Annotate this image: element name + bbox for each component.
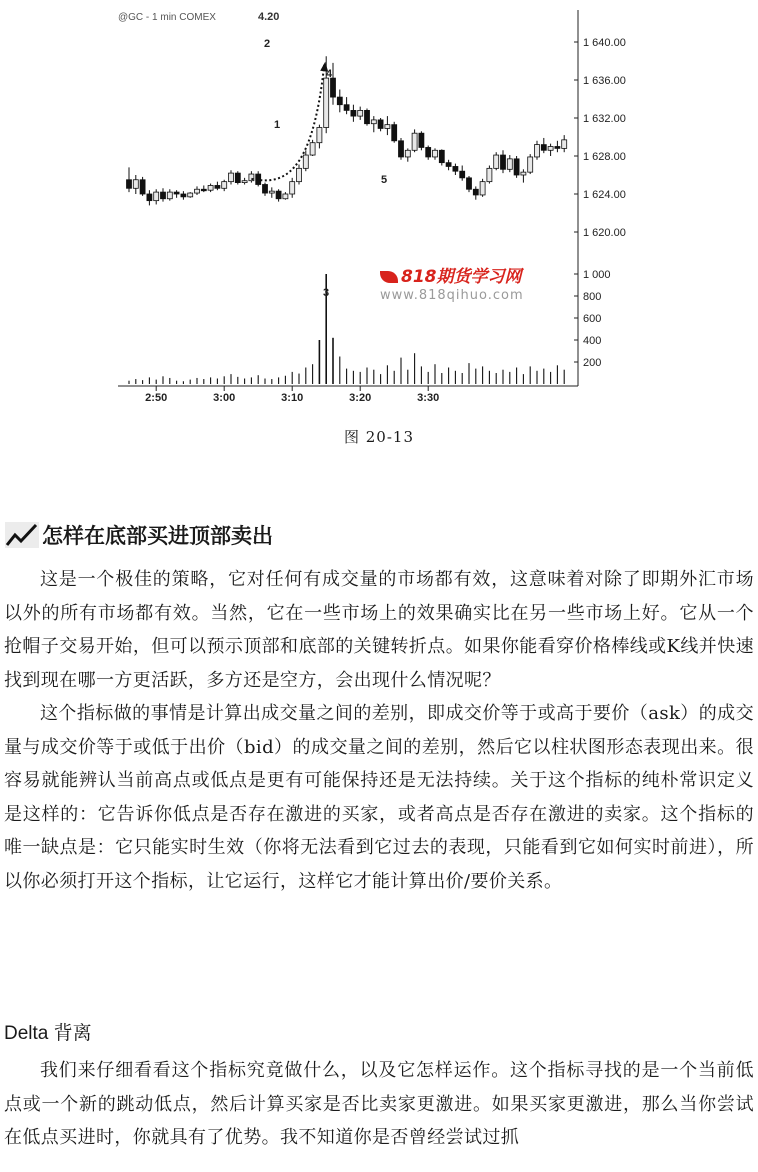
candle-body bbox=[399, 141, 404, 157]
candle-body bbox=[365, 110, 370, 123]
candle-body bbox=[439, 150, 444, 162]
candle-body bbox=[140, 180, 145, 194]
price-tick-label: 1 624.00 bbox=[583, 189, 626, 201]
candle-body bbox=[487, 168, 492, 181]
candle-body bbox=[412, 133, 417, 150]
time-axis bbox=[145, 386, 439, 404]
candle-body bbox=[161, 192, 166, 199]
candle-body bbox=[242, 181, 247, 183]
watermark-logo bbox=[380, 262, 560, 287]
candle-body bbox=[433, 150, 438, 157]
candle-body bbox=[195, 189, 200, 193]
volume-tick-label: 400 bbox=[583, 335, 602, 347]
volume-tick-label: 200 bbox=[583, 357, 602, 369]
candle-body bbox=[344, 105, 349, 111]
candle-body bbox=[337, 97, 342, 105]
candle-body bbox=[174, 192, 179, 194]
candle-body bbox=[331, 78, 336, 97]
time-tick-label: 3:30 bbox=[417, 392, 440, 404]
candle-body bbox=[460, 171, 465, 178]
price-tick-label: 1 628.00 bbox=[583, 151, 626, 163]
candle-body bbox=[215, 185, 220, 188]
candle-body bbox=[297, 168, 302, 181]
candle-body bbox=[501, 155, 506, 169]
figure-caption: 图 20-13 bbox=[343, 428, 414, 446]
volume-tick-label: 600 bbox=[583, 313, 602, 325]
volume-tick-label: 800 bbox=[583, 291, 602, 303]
candle-body bbox=[201, 189, 206, 191]
volume-tick-label: 1 000 bbox=[583, 269, 611, 281]
candle-body bbox=[358, 110, 363, 116]
annotation-5: 5 bbox=[381, 174, 388, 186]
candle-body bbox=[263, 185, 268, 194]
candle-body bbox=[535, 145, 540, 157]
candle-body bbox=[303, 155, 308, 168]
price-tick-label: 1 632.00 bbox=[583, 113, 626, 125]
subsection-heading: Delta 背离 bbox=[4, 1023, 92, 1044]
chart-header: @GC - 1 min COMEX bbox=[118, 12, 216, 23]
chart-header-value: 4.20 bbox=[258, 11, 280, 23]
candle-body bbox=[229, 173, 234, 182]
time-tick-label: 2:50 bbox=[145, 392, 168, 404]
candle-body bbox=[310, 143, 315, 155]
candle-body bbox=[276, 191, 281, 199]
candle-body bbox=[392, 125, 397, 141]
candle-body bbox=[555, 147, 560, 149]
candle-body bbox=[548, 147, 553, 151]
candle-body bbox=[480, 182, 485, 195]
candle-body bbox=[446, 163, 451, 167]
annotation-2: 2 bbox=[264, 38, 271, 50]
dotted-trend-curve bbox=[251, 65, 324, 181]
annotation-4: 4 bbox=[326, 68, 333, 80]
candle-body bbox=[514, 159, 519, 175]
candle-body bbox=[133, 180, 138, 189]
subsection-body bbox=[4, 1054, 754, 1155]
candle-body bbox=[453, 166, 458, 171]
candle-series bbox=[127, 56, 567, 205]
price-tick-label: 1 640.00 bbox=[583, 37, 626, 49]
candle-body bbox=[235, 173, 240, 183]
annotation-3: 3 bbox=[323, 287, 330, 299]
candle-body bbox=[167, 192, 172, 199]
candle-body bbox=[405, 150, 410, 157]
candle-body bbox=[494, 155, 499, 168]
candle-body bbox=[317, 128, 322, 143]
time-tick-label: 3:20 bbox=[349, 392, 372, 404]
candle-body bbox=[154, 192, 159, 201]
volume-axis bbox=[574, 269, 611, 369]
candle-body bbox=[507, 159, 512, 169]
candle-body bbox=[283, 194, 288, 199]
annotation-1: 1 bbox=[274, 119, 281, 131]
candle-body bbox=[467, 178, 472, 189]
candle-body bbox=[269, 191, 274, 193]
section-heading bbox=[4, 520, 273, 550]
candle-body bbox=[208, 185, 213, 190]
price-tick-label: 1 620.00 bbox=[583, 227, 626, 239]
candle-body bbox=[127, 180, 132, 189]
paragraph: 这是一个极佳的策略，它对任何有成交量的市场都有效，这意味着对除了即期外汇市场以外的所有市场都有效。当然，它在一些市场上的效果确实比在另一些市场上好。它从一个抢帽子交易开始，但可以预示顶部和底部的关键转折点。如果你能看穿价格棒线或K线并快速找到现在哪一方更活跃，多方还是空方，会出现什么情况呢？ bbox=[4, 569, 754, 691]
candle-body bbox=[378, 120, 383, 129]
candle-body bbox=[147, 194, 152, 201]
section-heading-text: 怎样在底部买进顶部卖出 bbox=[42, 524, 273, 548]
price-axis bbox=[574, 37, 626, 239]
candle-body bbox=[473, 189, 478, 195]
trend-chart-icon bbox=[4, 520, 40, 550]
price-tick-label: 1 636.00 bbox=[583, 75, 626, 87]
candle-body bbox=[351, 110, 356, 116]
candle-body bbox=[426, 147, 431, 157]
paragraph: 这个指标做的事情是计算出成交量之间的差别，即成交价等于或高于要价（ask）的成交量与成交价等于或低于出价（bid）的成交量之间的差别，然后它以柱状图形态表现出来。很容易就能辨认当前高点或低点是更有可能保持还是无法持续。关于这个指标的纯朴常识定义是这样的：它告诉你低点是否存在激进的买家，或者高点是否存在激进的卖家。这个指标的唯一缺点是：它只能实时生效（你将无法看到它过去的表现，只能看到它如何实时前进），所以你必须打开这个指标，让它运行，这样它才能计算出价/要价关系。 bbox=[4, 703, 754, 892]
candle-body bbox=[541, 145, 546, 151]
site-watermark bbox=[380, 262, 560, 303]
candle-body bbox=[371, 120, 376, 124]
candle-body bbox=[290, 182, 295, 194]
candle-body bbox=[528, 157, 533, 172]
candlestick-chart bbox=[0, 0, 758, 420]
time-tick-label: 3:10 bbox=[281, 392, 304, 404]
paragraph: 我们来仔细看看这个指标究竟做什么，以及它怎样运作。这个指标寻找的是一个当前低点或一个新的跳动低点，然后计算买家是否比卖家更激进。如果买家更激进，那么当你尝试在低点买进时，你就具有了优势。我不知道你是否曾经尝试过抓 bbox=[4, 1060, 754, 1148]
candle-body bbox=[385, 125, 390, 129]
watermark-url: www.818qihuo.com bbox=[380, 288, 524, 303]
candle-body bbox=[324, 78, 329, 127]
candle-body bbox=[562, 140, 567, 149]
candle-body bbox=[222, 182, 227, 189]
watermark-logo-text: 818期货学习网 bbox=[401, 267, 522, 287]
candle-body bbox=[181, 194, 186, 197]
flame-logo-icon bbox=[380, 271, 398, 283]
candle-body bbox=[419, 133, 424, 147]
candle-body bbox=[188, 193, 193, 197]
section-body bbox=[4, 563, 754, 898]
candle-body bbox=[521, 172, 526, 175]
time-tick-label: 3:00 bbox=[213, 392, 236, 404]
